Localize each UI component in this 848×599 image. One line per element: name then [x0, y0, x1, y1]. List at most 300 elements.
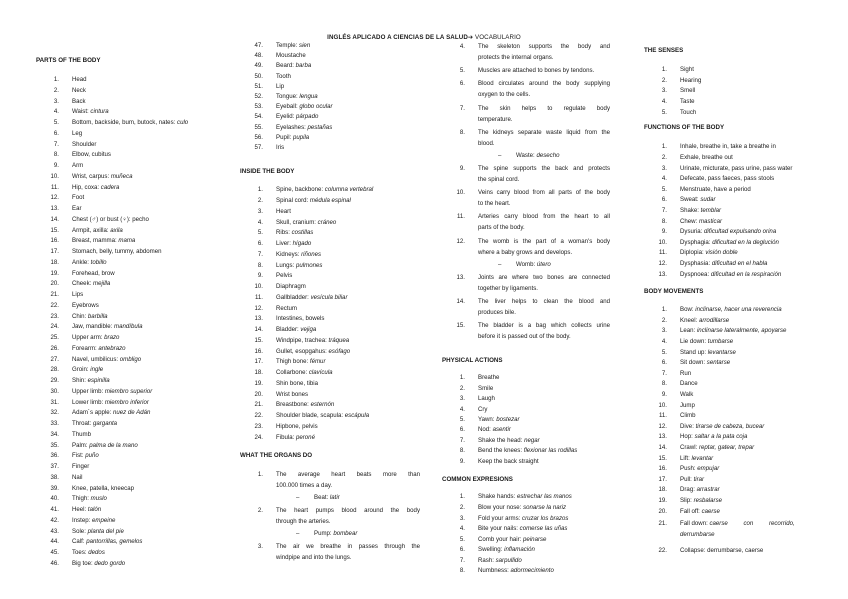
sub-definition: – Womb: útero: [498, 260, 551, 268]
organs-list: [240, 469, 420, 563]
item-number: 19.: [658, 496, 667, 504]
item-number: 22.: [658, 547, 667, 555]
item-text: The bladder is a bag which collects urine before it is passed out of the body.: [478, 322, 610, 341]
item-number: 9.: [459, 164, 465, 172]
item-number: 5.: [661, 348, 667, 356]
list-item: [36, 494, 236, 505]
item-text: Push: empujar: [680, 465, 720, 473]
item-text: Hop: saltar a la pata coja: [680, 433, 748, 441]
item-number: 8.: [661, 380, 667, 388]
item-text: Sit down: sentarse: [680, 359, 731, 367]
item-number: 8.: [661, 217, 667, 225]
item-text: Lift: levantar: [680, 454, 714, 462]
item-text: Bottom, backside, bum, butock, nates: culo: [72, 119, 189, 127]
item-number: 11.: [254, 293, 263, 301]
paragraph-item: [442, 296, 610, 318]
list-item: [240, 41, 420, 51]
section-heading-organs: WHAT THE ORGANS DO: [240, 452, 313, 460]
item-number: 13.: [50, 205, 59, 213]
item-text: Jaw, mandible: mandíbula: [72, 323, 143, 331]
list-item: [36, 226, 236, 237]
list-item: [442, 545, 610, 556]
item-number: 3.: [257, 543, 263, 551]
item-number: 55.: [254, 123, 263, 131]
item-text: Bladder: vejiga: [276, 326, 317, 334]
list-item: [240, 61, 420, 71]
column-3: [442, 43, 610, 577]
item-text: Numbness: adormecimiento: [478, 567, 554, 575]
column-4: [644, 46, 812, 557]
item-translation: puño: [85, 452, 99, 460]
list-item: [36, 97, 236, 108]
item-number: 15.: [50, 226, 59, 234]
item-number: 1.: [661, 143, 667, 151]
list-item: [240, 325, 420, 336]
list-item: [36, 376, 236, 387]
item-number: 2.: [661, 153, 667, 161]
list-item: [240, 261, 420, 272]
sub-definition: – Waste: desecho: [498, 151, 560, 159]
item-number: 9.: [661, 228, 667, 236]
item-text: Sole: planta del pie: [72, 527, 124, 535]
item-text: Hip, coxa: cadera: [72, 183, 120, 191]
item-translation: peroné: [295, 433, 315, 441]
item-number: 20.: [50, 280, 59, 288]
list-item: [36, 430, 236, 441]
parts-list-continued: [240, 41, 420, 153]
item-text: Breathe: [478, 374, 500, 382]
item-text: Thumb: [72, 430, 91, 438]
list-item: [240, 368, 420, 379]
item-number: 4.: [661, 338, 667, 346]
item-translation: garganta: [93, 420, 118, 428]
item-text: Keep the back straight: [478, 457, 539, 465]
item-number: 11.: [456, 213, 465, 221]
list-item: [644, 443, 812, 454]
section-heading-inside: INSIDE THE BODY: [240, 168, 295, 176]
item-translation: axila: [110, 226, 123, 234]
item-text: Arm: [72, 162, 84, 170]
item-number: 42.: [50, 516, 59, 524]
section-heading-movements: BODY MOVEMENTS: [644, 288, 704, 296]
paragraph-item: [442, 78, 610, 100]
item-text: Comb your hair: peinarse: [478, 535, 547, 543]
list-item: [36, 290, 236, 301]
item-translation: sien: [299, 42, 311, 49]
item-number: 43.: [50, 527, 59, 535]
list-item: [240, 314, 420, 325]
item-text: Nod: asentir: [478, 426, 511, 434]
item-text: Moustache: [276, 52, 306, 60]
item-number: 1.: [661, 306, 667, 314]
list-item: [240, 239, 420, 250]
item-number: 8.: [53, 151, 59, 159]
list-item: [644, 248, 812, 259]
item-number: 17.: [254, 358, 263, 366]
item-number: 1.: [459, 493, 465, 501]
list-item: [240, 228, 420, 239]
item-number: 18.: [254, 369, 263, 377]
item-translation: palma de la mano: [89, 441, 138, 449]
item-text: The average heart beats more than 100.000 times a day. – Beat: latir: [276, 470, 420, 501]
list-item: [36, 419, 236, 430]
list-item: [644, 454, 812, 465]
list-item: [36, 322, 236, 333]
item-number: 5.: [459, 67, 465, 75]
list-item: [36, 86, 236, 97]
list-item: [36, 333, 236, 344]
item-number: 28.: [50, 366, 59, 374]
item-number: 26.: [50, 344, 59, 352]
item-translation: asentir: [492, 426, 511, 434]
item-text: Shin: espinilla: [72, 377, 110, 385]
item-text: Gallbladder: vesícula biliar: [276, 293, 348, 301]
item-text: Dysphagia: dificultad en la deglución: [680, 238, 779, 246]
list-item: [644, 206, 812, 217]
item-translation: escápula: [344, 412, 370, 420]
item-translation: clavícula: [308, 369, 333, 377]
item-translation: mama: [118, 237, 136, 245]
list-item: [644, 464, 812, 475]
item-text: Liver: hígado: [276, 240, 312, 248]
paragraph-item: [442, 211, 610, 233]
list-item: [644, 519, 812, 540]
item-text: Leg: [72, 129, 83, 137]
item-text: Collarbone: clavícula: [276, 369, 333, 377]
item-number: 1.: [459, 374, 465, 382]
item-translation: flexionar las rodillas: [523, 447, 578, 455]
paragraph-item: [442, 320, 610, 342]
list-item: [240, 282, 420, 293]
section-heading-physical: PHYSICAL ACTIONS: [442, 357, 503, 365]
item-text: Dive: tirarse de cabeza, bucear: [680, 422, 765, 430]
item-translation: dificultad expulsando orina: [704, 228, 777, 236]
item-translation: inclinarse lateralmente, apoyarse: [696, 327, 787, 335]
item-number: 48.: [254, 52, 263, 60]
item-text: Walk: [680, 391, 694, 399]
item-text: Head: [72, 76, 87, 84]
list-item: [36, 247, 236, 258]
item-translation: columna vertebral: [324, 186, 374, 194]
list-item: [644, 270, 812, 281]
item-number: 5.: [661, 108, 667, 116]
item-text: Eyeball: globo ocular: [276, 103, 333, 111]
list-item: [240, 271, 420, 282]
item-text: Chew: masticar: [680, 217, 722, 225]
list-item: [442, 514, 610, 525]
item-text: Thigh: muslo: [72, 495, 107, 503]
item-text: Palm: palma de la mano: [72, 441, 138, 449]
item-number: 52.: [254, 93, 263, 101]
item-translation: sudar: [700, 196, 716, 204]
list-item: [36, 365, 236, 376]
list-item: [644, 337, 812, 348]
item-text: Arteries carry blood from the heart to all parts of the body.: [478, 213, 610, 232]
list-item: [644, 432, 812, 443]
item-text: Tooth: [276, 72, 291, 80]
item-number: 14.: [456, 297, 465, 305]
item-number: 32.: [50, 409, 59, 417]
item-number: 5.: [661, 185, 667, 193]
item-text: Intestines, bowels: [276, 315, 325, 323]
item-text: Bow: inclinarse, hacer una reverencia: [680, 306, 782, 314]
item-text: Forearm: antebrazo: [72, 344, 126, 352]
list-item: [240, 304, 420, 315]
sub-definition: – Beat: latir: [296, 493, 340, 501]
item-number: 2.: [661, 316, 667, 324]
item-number: 10.: [658, 401, 667, 409]
item-text: Shin bone, tibia: [276, 379, 319, 387]
physical-list: [442, 373, 610, 467]
item-text: Shake the head: negar: [478, 436, 540, 444]
column-2: [240, 42, 420, 565]
item-text: Dance: [680, 380, 698, 388]
item-text: Eyelashes: pestañas: [276, 123, 333, 131]
item-translation: sentarse: [706, 359, 731, 367]
item-number: 6.: [661, 196, 667, 204]
item-translation: resbalarse: [693, 496, 723, 504]
item-text: Navel, umbilicus: ombligo: [72, 355, 142, 363]
item-number: 3.: [661, 164, 667, 172]
item-translation: hígado: [292, 240, 312, 248]
item-translation: vesícula biliar: [310, 293, 348, 301]
item-translation: dificultad en la deglución: [712, 238, 779, 246]
item-text: Muscles are attached to bones by tendons.: [478, 67, 595, 75]
item-number: 9.: [661, 391, 667, 399]
item-text: Windpipe, trachea: tráquea: [276, 336, 350, 344]
item-translation: barbilla: [87, 312, 108, 320]
item-number: 9.: [257, 272, 263, 280]
item-number: 19.: [254, 379, 263, 387]
list-item: [240, 400, 420, 411]
item-text: Fist: puño: [72, 452, 99, 460]
item-translation: fémur: [309, 358, 326, 366]
section-heading-senses: THE SENSES: [644, 47, 684, 54]
item-text: Upper arm: brazo: [72, 334, 120, 342]
list-item: [240, 218, 420, 229]
item-number: 47.: [254, 42, 263, 49]
item-translation: miembro superior: [104, 387, 153, 395]
list-item: [644, 238, 812, 249]
list-item: [644, 422, 812, 433]
list-item: [36, 193, 236, 204]
item-translation: caerse: [701, 507, 720, 515]
item-translation: arrastrar: [696, 486, 720, 494]
item-number: 14.: [658, 444, 667, 452]
item-text: Eyebrows: [72, 301, 99, 309]
page-title: INGLÉS APLICADO A CIENCIAS DE LA SALUD➔ VOCABULARIO: [327, 34, 521, 41]
list-item: [36, 172, 236, 183]
item-number: 4.: [661, 97, 667, 105]
list-item: [442, 425, 610, 435]
item-number: 41.: [50, 506, 59, 514]
list-item: [442, 535, 610, 546]
item-number: 45.: [50, 549, 59, 557]
list-item: [36, 215, 236, 226]
item-text: Ankle: tobillo: [72, 258, 107, 266]
item-translation: nuez de Adán: [112, 409, 151, 417]
item-translation: cruzar los brazos: [522, 514, 569, 522]
list-item: [240, 82, 420, 92]
list-item: [36, 559, 236, 570]
item-text: Fibula: peroné: [276, 433, 315, 441]
list-item: [240, 51, 420, 61]
list-item: [36, 129, 236, 140]
item-number: 6.: [257, 240, 263, 248]
item-number: 30.: [50, 387, 59, 395]
item-translation: sarpullido: [495, 556, 522, 564]
item-text: Shoulder blade, scapula: escápula: [276, 412, 370, 420]
item-text: Breast, mamma: mama: [72, 237, 136, 245]
item-text: Lean: inclinarse lateralmente, apoyarse: [680, 327, 787, 335]
item-text: Lungs: pulmones: [276, 261, 323, 269]
item-text: Taste: [680, 97, 695, 105]
senses-list: [644, 65, 812, 118]
item-text: Wrist bones: [276, 390, 309, 398]
list-item: [644, 326, 812, 337]
item-text: Jump: [680, 401, 695, 409]
item-translation: dificultad en la respiración: [710, 270, 782, 278]
item-number: 1.: [53, 76, 59, 84]
item-number: 17.: [50, 248, 59, 256]
item-number: 12.: [254, 304, 263, 312]
list-item: [36, 473, 236, 484]
item-number: 7.: [459, 104, 465, 112]
paragraph-item: [442, 41, 610, 63]
item-text: The liver helps to clean the blood and produces bile.: [478, 297, 610, 316]
item-translation: arrodillarse: [698, 316, 730, 324]
item-text: The kidneys separate waste liquid from the blood. – Waste: desecho: [478, 128, 610, 159]
item-text: Shoulder: [72, 140, 97, 148]
list-item: [644, 358, 812, 369]
item-text: Bend the knees: flexionar las rodillas: [478, 447, 578, 455]
item-translation: comerse las uñas: [519, 525, 568, 533]
item-number: 21.: [658, 520, 667, 528]
list-item: [36, 183, 236, 194]
item-number: 3.: [257, 207, 263, 215]
item-number: 44.: [50, 538, 59, 546]
item-text: Elbow, cubitus: [72, 151, 111, 159]
list-item: [36, 140, 236, 151]
item-text: Upper limb: miembro superior: [72, 387, 153, 395]
item-number: 15.: [254, 336, 263, 344]
item-number: 3.: [53, 97, 59, 105]
item-number: 5.: [257, 229, 263, 237]
list-item: [36, 279, 236, 290]
item-text: Crawl: reptar, gatear, trepar: [680, 444, 755, 452]
item-text: Heart: [276, 207, 291, 215]
item-text: Forehead, brow: [72, 269, 115, 277]
item-translation: masticar: [698, 217, 722, 225]
item-number: 12.: [50, 194, 59, 202]
item-text: The skeleton supports the body and protects the internal organs.: [478, 43, 610, 61]
item-translation: temblar: [700, 206, 721, 214]
item-text: Touch: [680, 108, 697, 116]
list-item: [644, 305, 812, 316]
item-number: 23.: [254, 422, 263, 430]
item-number: 18.: [658, 486, 667, 494]
item-translation: barba: [295, 62, 312, 70]
item-number: 38.: [50, 473, 59, 481]
item-text: Rectum: [276, 304, 297, 312]
item-translation: planta del pie: [87, 527, 124, 535]
item-translation: globo ocular: [299, 103, 333, 111]
item-number: 2.: [53, 86, 59, 94]
item-text: Bite your nails: comerse las uñas: [478, 525, 568, 533]
item-number: 13.: [254, 315, 263, 323]
section-heading-parts: PARTS OF THE BODY: [36, 57, 101, 64]
list-item: [644, 217, 812, 228]
item-text: Chin: barbilla: [72, 312, 108, 320]
item-text: Big toe: dedo gordo: [72, 559, 126, 567]
item-text: Ribs: costillas: [276, 229, 314, 237]
item-number: 3.: [459, 514, 465, 522]
item-text: Waist: cintura: [72, 108, 109, 116]
item-text: Kneel: arrodillarse: [680, 316, 730, 324]
item-number: 9.: [53, 162, 59, 170]
item-translation: estrechar las manos: [516, 493, 572, 501]
list-item: [240, 336, 420, 347]
list-item: [240, 293, 420, 304]
list-item: [36, 548, 236, 559]
list-item: [442, 556, 610, 567]
list-item: [36, 150, 236, 161]
item-text: Shake hands: estrechar las manos: [478, 493, 572, 501]
item-text: Lower limb: miembro inferior: [72, 398, 149, 406]
item-number: 7.: [661, 369, 667, 377]
item-number: 14.: [254, 326, 263, 334]
list-item: [36, 451, 236, 462]
organs-list-continued: [442, 41, 610, 342]
paragraph-item: [442, 65, 610, 76]
item-text: Drag: arrastrar: [680, 486, 720, 494]
item-text: The skin helps to regulate body temperature.: [478, 104, 610, 123]
item-number: 12.: [658, 422, 667, 430]
list-item: [240, 102, 420, 112]
item-translation: tobillo: [90, 258, 107, 266]
list-item: [644, 86, 812, 97]
paragraph-item: [240, 541, 420, 563]
item-number: 6.: [459, 80, 465, 88]
item-translation: pulmones: [296, 261, 323, 269]
item-translation: tirarse de cabeza, bucear: [695, 422, 765, 430]
item-number: 14.: [50, 215, 59, 223]
item-text: Hearing: [680, 76, 702, 84]
item-number: 4.: [459, 525, 465, 533]
item-number: 27.: [50, 355, 59, 363]
item-number: 10.: [254, 283, 263, 291]
paragraph-item: [442, 127, 610, 161]
paragraph-item: [442, 103, 610, 125]
item-text: Swelling: inflamación: [478, 546, 535, 554]
item-text: Dysuria: dificultad expulsando orina: [680, 228, 777, 236]
item-text: Neck: [72, 86, 86, 94]
item-translation: ingle: [90, 366, 104, 374]
item-number: 11.: [658, 249, 667, 257]
item-translation: dificultad en el habla: [711, 259, 768, 267]
list-item: [36, 161, 236, 172]
item-text: Smell: [680, 87, 696, 95]
item-text: Toes: dedos: [72, 549, 105, 557]
list-item: [442, 415, 610, 425]
item-number: 16.: [658, 465, 667, 473]
item-number: 31.: [50, 398, 59, 406]
item-number: 8.: [459, 447, 465, 455]
item-number: 33.: [50, 420, 59, 428]
item-translation: tumbarse: [707, 338, 734, 346]
item-translation: peinarse: [523, 535, 547, 543]
sub-definition: – Pump: bombear: [296, 529, 358, 537]
